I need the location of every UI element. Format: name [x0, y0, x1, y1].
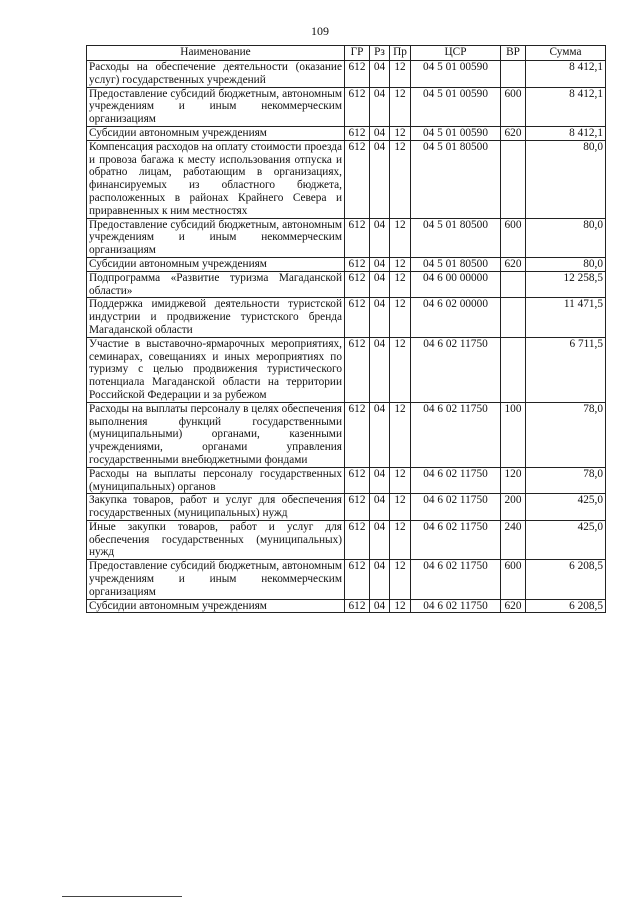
row-pr: 12	[390, 257, 411, 271]
row-name: Подпрограмма «Развитие туризма Магаданской области»	[87, 271, 345, 298]
header-vr: ВР	[501, 46, 526, 61]
row-csr: 04 5 01 00590	[411, 126, 501, 140]
row-csr: 04 5 01 00590	[411, 61, 501, 88]
row-vr: 620	[501, 599, 526, 613]
row-vr: 600	[501, 87, 526, 126]
row-sum: 6 711,5	[526, 337, 606, 402]
row-gr: 612	[345, 126, 370, 140]
row-sum: 8 412,1	[526, 87, 606, 126]
row-vr: 200	[501, 494, 526, 521]
table-row	[87, 257, 606, 271]
row-gr: 612	[345, 298, 370, 337]
row-sum: 425,0	[526, 494, 606, 521]
row-name: Предоставление субсидий бюджетным, автономным учреждениям и иным некоммерческим организациям	[87, 218, 345, 257]
row-rz: 04	[370, 87, 390, 126]
row-csr: 04 6 02 00000	[411, 298, 501, 337]
table-header-row	[87, 46, 606, 61]
row-vr	[501, 298, 526, 337]
table-row	[87, 467, 606, 494]
row-rz: 04	[370, 520, 390, 559]
row-sum: 6 208,5	[526, 560, 606, 599]
row-name: Участие в выставочно-ярмарочных мероприятиях, семинарах, совещаниях и иных мероприятиях по туризму с целью продвижения туристического потенциала Магаданской области на территории Российской Федерации и за рубежом	[87, 337, 345, 402]
row-sum: 78,0	[526, 467, 606, 494]
row-gr: 612	[345, 140, 370, 218]
row-gr: 612	[345, 494, 370, 521]
table-row	[87, 61, 606, 88]
row-name: Расходы на выплаты персоналу государственных (муниципальных) органов	[87, 467, 345, 494]
row-gr: 612	[345, 271, 370, 298]
row-sum: 12 258,5	[526, 271, 606, 298]
table-row	[87, 337, 606, 402]
row-csr: 04 5 01 80500	[411, 218, 501, 257]
row-gr: 612	[345, 337, 370, 402]
header-rz: Рз	[370, 46, 390, 61]
row-pr: 12	[390, 520, 411, 559]
row-pr: 12	[390, 126, 411, 140]
row-pr: 12	[390, 599, 411, 613]
row-rz: 04	[370, 271, 390, 298]
row-vr: 620	[501, 126, 526, 140]
row-pr: 12	[390, 402, 411, 467]
row-gr: 612	[345, 599, 370, 613]
row-gr: 612	[345, 61, 370, 88]
row-csr: 04 6 02 11750	[411, 337, 501, 402]
row-pr: 12	[390, 337, 411, 402]
row-vr	[501, 61, 526, 88]
header-gr: ГР	[345, 46, 370, 61]
row-vr: 120	[501, 467, 526, 494]
row-rz: 04	[370, 257, 390, 271]
row-gr: 612	[345, 560, 370, 599]
row-rz: 04	[370, 599, 390, 613]
row-vr: 620	[501, 257, 526, 271]
row-gr: 612	[345, 520, 370, 559]
row-vr	[501, 337, 526, 402]
row-sum: 80,0	[526, 257, 606, 271]
row-gr: 612	[345, 467, 370, 494]
table-row	[87, 520, 606, 559]
row-sum: 6 208,5	[526, 599, 606, 613]
row-rz: 04	[370, 494, 390, 521]
row-name: Поддержка имиджевой деятельности туристской индустрии и продвижение туристского бренда Магаданской области	[87, 298, 345, 337]
row-gr: 612	[345, 257, 370, 271]
row-rz: 04	[370, 560, 390, 599]
footnote-separator	[62, 896, 182, 897]
header-csr: ЦСР	[411, 46, 501, 61]
row-pr: 12	[390, 494, 411, 521]
row-pr: 12	[390, 61, 411, 88]
row-csr: 04 6 02 11750	[411, 494, 501, 521]
row-sum: 78,0	[526, 402, 606, 467]
row-sum: 80,0	[526, 140, 606, 218]
row-gr: 612	[345, 87, 370, 126]
row-pr: 12	[390, 87, 411, 126]
row-csr: 04 6 02 11750	[411, 402, 501, 467]
row-vr	[501, 271, 526, 298]
row-rz: 04	[370, 140, 390, 218]
row-name: Субсидии автономным учреждениям	[87, 257, 345, 271]
row-name: Субсидии автономным учреждениям	[87, 126, 345, 140]
row-rz: 04	[370, 298, 390, 337]
row-name: Иные закупки товаров, работ и услуг для обеспечения государственных (муниципальных) нужд	[87, 520, 345, 559]
row-vr: 600	[501, 560, 526, 599]
header-pr: Пр	[390, 46, 411, 61]
row-name: Предоставление субсидий бюджетным, автономным учреждениям и иным некоммерческим организациям	[87, 560, 345, 599]
table-row	[87, 494, 606, 521]
table-row	[87, 560, 606, 599]
row-pr: 12	[390, 140, 411, 218]
row-gr: 612	[345, 218, 370, 257]
table-row	[87, 140, 606, 218]
row-csr: 04 6 00 00000	[411, 271, 501, 298]
row-name: Предоставление субсидий бюджетным, автономным учреждениям и иным некоммерческим организациям	[87, 87, 345, 126]
row-csr: 04 5 01 00590	[411, 87, 501, 126]
table-row	[87, 599, 606, 613]
row-rz: 04	[370, 337, 390, 402]
row-rz: 04	[370, 61, 390, 88]
table-row	[87, 218, 606, 257]
row-csr: 04 6 02 11750	[411, 467, 501, 494]
row-vr: 600	[501, 218, 526, 257]
row-pr: 12	[390, 271, 411, 298]
row-sum: 80,0	[526, 218, 606, 257]
header-name: Наименование	[87, 46, 345, 61]
row-rz: 04	[370, 218, 390, 257]
row-rz: 04	[370, 467, 390, 494]
row-pr: 12	[390, 467, 411, 494]
row-name: Расходы на выплаты персоналу в целях обеспечения выполнения функций государственными (муниципальными) органами, казенными учреждениями, органами управления государственными внебюджетными фондами	[87, 402, 345, 467]
row-vr: 100	[501, 402, 526, 467]
header-sum: Сумма	[526, 46, 606, 61]
row-pr: 12	[390, 218, 411, 257]
table-row	[87, 271, 606, 298]
row-rz: 04	[370, 126, 390, 140]
budget-table	[86, 45, 606, 613]
row-gr: 612	[345, 402, 370, 467]
row-name: Субсидии автономным учреждениям	[87, 599, 345, 613]
table-row	[87, 298, 606, 337]
table-row	[87, 402, 606, 467]
page-number: 109	[311, 24, 329, 38]
row-sum: 425,0	[526, 520, 606, 559]
row-csr: 04 6 02 11750	[411, 520, 501, 559]
row-csr: 04 5 01 80500	[411, 257, 501, 271]
row-sum: 11 471,5	[526, 298, 606, 337]
row-csr: 04 6 02 11750	[411, 560, 501, 599]
table-row	[87, 87, 606, 126]
row-pr: 12	[390, 298, 411, 337]
row-vr	[501, 140, 526, 218]
table-row	[87, 126, 606, 140]
row-pr: 12	[390, 560, 411, 599]
row-name: Закупка товаров, работ и услуг для обеспечения государственных (муниципальных) нужд	[87, 494, 345, 521]
row-csr: 04 5 01 80500	[411, 140, 501, 218]
row-sum: 8 412,1	[526, 61, 606, 88]
row-name: Компенсация расходов на оплату стоимости проезда и провоза багажа к месту использования отпуска и обратно лицам, работающим в организациях, финансируемых из областного бюджета, расположенных в районах Крайнего Севера и приравненных к ним местностях	[87, 140, 345, 218]
row-rz: 04	[370, 402, 390, 467]
row-sum: 8 412,1	[526, 126, 606, 140]
row-csr: 04 6 02 11750	[411, 599, 501, 613]
row-vr: 240	[501, 520, 526, 559]
row-name: Расходы на обеспечение деятельности (оказание услуг) государственных учреждений	[87, 61, 345, 88]
